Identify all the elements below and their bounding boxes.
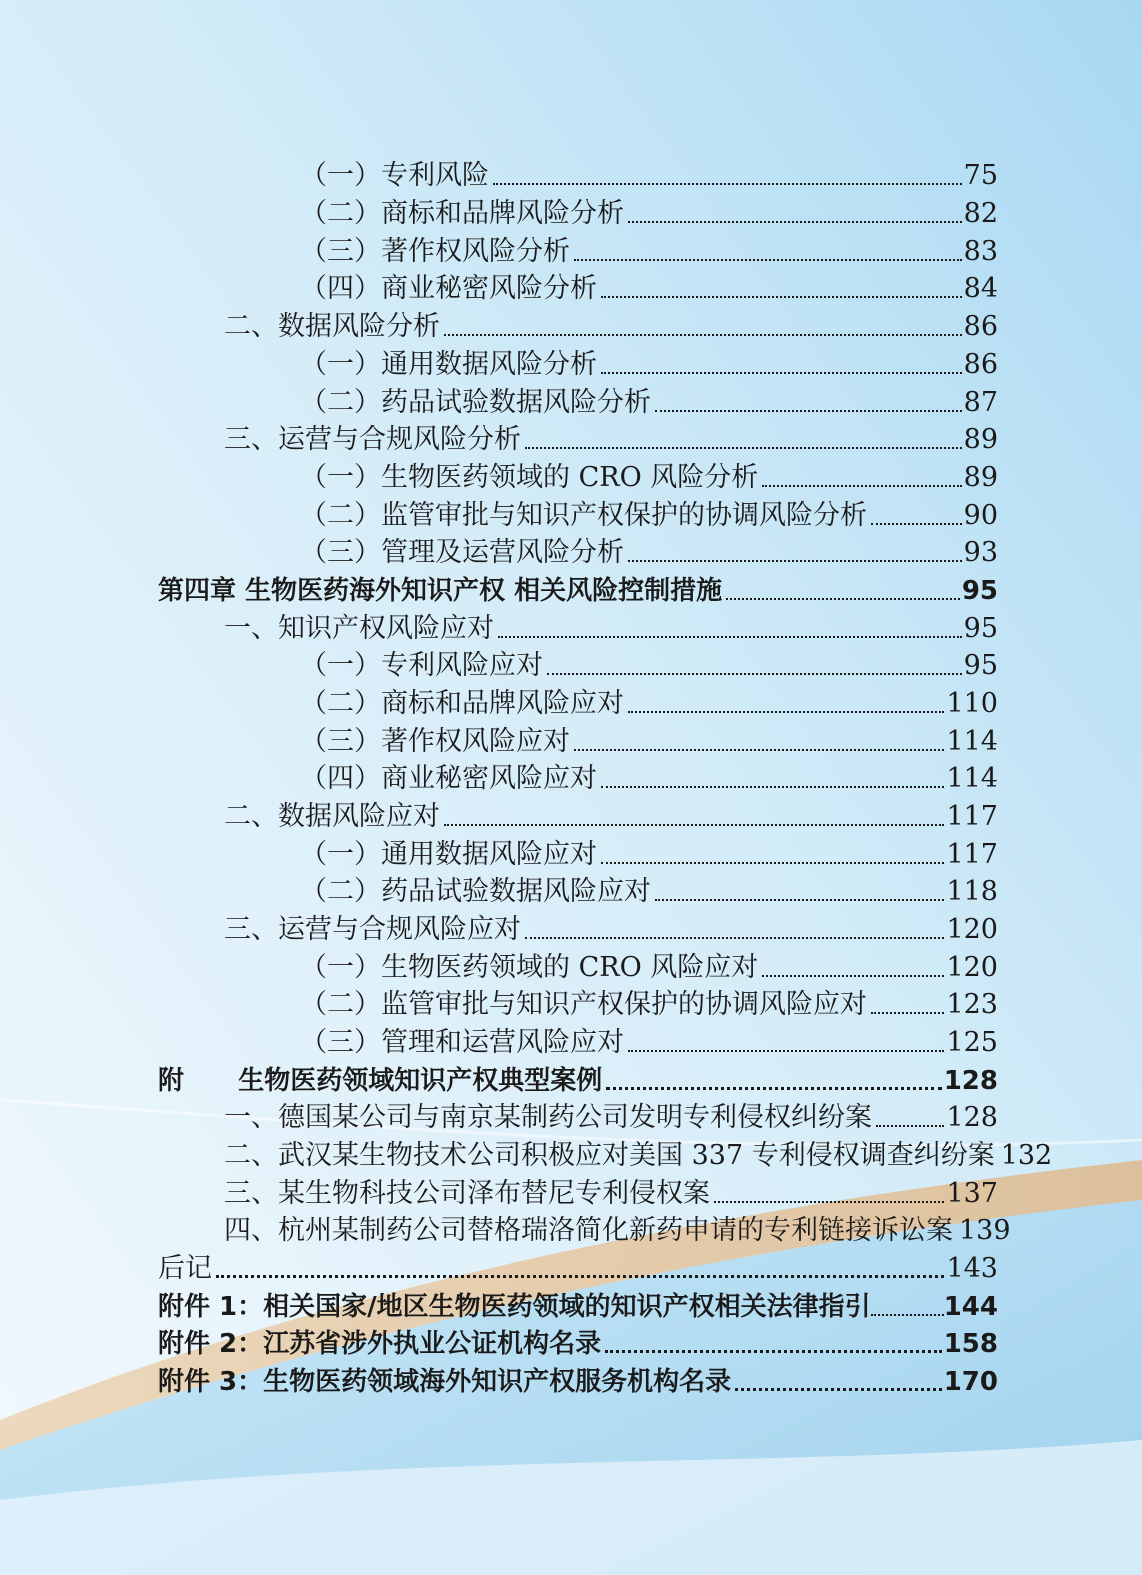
toc-leader	[525, 912, 944, 948]
toc-entry-chapter[interactable]	[158, 573, 998, 609]
toc-entry-title: 后记	[158, 1253, 212, 1284]
toc-entry-page: 86	[963, 311, 998, 342]
toc-leader	[601, 347, 962, 383]
toc-leader	[547, 648, 962, 684]
toc-entry-page: 89	[963, 424, 998, 455]
toc-leader	[655, 385, 962, 421]
toc-entry[interactable]	[224, 1213, 1011, 1249]
toc-entry-title: （三）著作权风险分析	[300, 236, 570, 267]
toc-entry[interactable]	[300, 837, 998, 873]
toc-entry-title: （二）监管审批与知识产权保护的协调风险应对	[300, 989, 867, 1020]
toc-entry-title: 二、武汉某生物技术公司积极应对美国 337 专利侵权调查纠纷案	[224, 1140, 995, 1171]
toc-entry-page: 120	[946, 914, 998, 945]
toc-entry[interactable]	[300, 498, 998, 534]
toc-entry-title: （二）药品试验数据风险应对	[300, 876, 651, 907]
toc-entry-title: （二）监管审批与知识产权保护的协调风险分析	[300, 500, 867, 531]
toc-entry-page: 114	[946, 763, 998, 794]
toc-entry-title: 附件 2：江苏省涉外执业公证机构名录	[158, 1329, 602, 1359]
toc-entry-title: （一）专利风险	[300, 160, 489, 191]
toc-entry[interactable]	[224, 799, 998, 835]
toc-entry-title: （二）商标和品牌风险应对	[300, 688, 624, 719]
toc-entry-page: 82	[963, 198, 998, 229]
toc-entry-title: 附件 3：生物医药领域海外知识产权服务机构名录	[158, 1367, 732, 1397]
toc-entry-title: 二、数据风险应对	[224, 801, 440, 832]
toc-entry-afterword[interactable]	[158, 1251, 998, 1287]
toc-entry-title: （二）药品试验数据风险分析	[300, 387, 651, 418]
toc-entry[interactable]	[300, 196, 998, 232]
toc-entry[interactable]	[224, 1100, 998, 1136]
toc-entry-page: 118	[946, 876, 998, 907]
toc-leader	[871, 987, 944, 1023]
toc-entry-title: 四、杭州某制药公司替格瑞洛简化新药申请的专利链接诉讼案	[224, 1215, 953, 1246]
toc-entry[interactable]	[300, 271, 998, 307]
toc-leader	[601, 271, 962, 307]
toc-entry-title: 三、某生物科技公司泽布替尼专利侵权案	[224, 1178, 710, 1209]
toc-entry-page: 75	[963, 160, 998, 191]
toc-entry-title: 第四章 生物医药海外知识产权 相关风险控制措施	[158, 576, 723, 606]
toc-leader	[574, 724, 944, 760]
toc-entry-page: 95	[961, 576, 998, 606]
toc-entry[interactable]	[300, 347, 998, 383]
toc-entry[interactable]	[224, 611, 998, 647]
toc-leader	[628, 535, 962, 571]
toc-entry-page: 95	[963, 650, 998, 681]
toc-leader	[628, 686, 944, 722]
toc-leader	[216, 1251, 944, 1287]
toc-entry[interactable]	[224, 309, 998, 345]
toc-leader	[628, 196, 962, 232]
toc-entry[interactable]	[300, 874, 998, 910]
toc-entry-page: 114	[946, 726, 998, 757]
toc-entry-annex[interactable]	[158, 1326, 998, 1362]
toc-leader	[525, 422, 962, 458]
toc-leader	[606, 1063, 941, 1099]
toc-entry[interactable]	[300, 724, 998, 760]
toc-leader	[762, 950, 944, 986]
toc-entry-appendix[interactable]	[158, 1063, 998, 1099]
toc-entry-title: （三）著作权风险应对	[300, 726, 570, 757]
toc-entry-title: （一）生物医药领域的 CRO 风险应对	[300, 952, 759, 983]
toc-entry-title: （一）生物医药领域的 CRO 风险分析	[300, 462, 759, 493]
toc-leader	[628, 1025, 944, 1061]
toc-leader	[574, 234, 962, 270]
toc-entry-title: （一）通用数据风险应对	[300, 839, 597, 870]
toc-leader	[444, 799, 944, 835]
toc-entry[interactable]	[300, 987, 998, 1023]
toc-entry-page: 132	[1000, 1140, 1053, 1171]
toc-entry-page: 143	[946, 1253, 998, 1284]
toc-entry-title: （一）通用数据风险分析	[300, 349, 597, 380]
toc-leader	[871, 498, 962, 534]
toc-entry-page: 170	[943, 1367, 998, 1397]
toc-entry-page: 117	[946, 801, 998, 832]
toc-entry-annex[interactable]	[158, 1364, 998, 1400]
toc-entry-page: 117	[946, 839, 998, 870]
toc-entry-page: 139	[959, 1215, 1011, 1246]
toc-entry-page: 128	[946, 1102, 998, 1133]
toc-leader	[876, 1100, 944, 1136]
toc-entry[interactable]	[300, 1025, 998, 1061]
toc-entry[interactable]	[300, 761, 998, 797]
toc-leader	[726, 573, 960, 609]
toc-entry-page: 86	[963, 349, 998, 380]
toc-leader	[762, 460, 961, 496]
toc-entry-title: 三、运营与合规风险应对	[224, 914, 521, 945]
toc-entry-annex[interactable]	[158, 1289, 998, 1325]
toc-entry-page: 110	[946, 688, 998, 719]
toc-entry-title: （二）商标和品牌风险分析	[300, 198, 624, 229]
toc-entry-title: （四）商业秘密风险应对	[300, 763, 597, 794]
toc-entry-title: （三）管理及运营风险分析	[300, 537, 624, 568]
toc-entry[interactable]	[300, 234, 998, 270]
toc-entry-page: 95	[963, 613, 998, 644]
toc-entry-page: 84	[963, 273, 998, 304]
toc-entry[interactable]	[300, 648, 998, 684]
toc-entry-title: 三、运营与合规风险分析	[224, 424, 521, 455]
toc-entry-title: 附 生物医药领域知识产权典型案例	[158, 1066, 603, 1096]
toc-entry-title: 二、数据风险分析	[224, 311, 440, 342]
toc-entry-page: 123	[946, 989, 998, 1020]
toc-leader	[871, 1289, 944, 1325]
toc-leader	[601, 761, 944, 797]
toc-entry[interactable]	[224, 422, 998, 458]
toc-entry-title: （三）管理和运营风险应对	[300, 1027, 624, 1058]
toc-entry[interactable]	[224, 912, 998, 948]
toc-leader	[493, 158, 962, 194]
toc-entry[interactable]	[300, 950, 998, 986]
toc-entry-title: （四）商业秘密风险分析	[300, 273, 597, 304]
toc-leader	[735, 1364, 942, 1400]
toc-entry[interactable]	[300, 385, 998, 421]
toc-entry-page: 137	[946, 1178, 998, 1209]
toc-entry-page: 120	[946, 952, 998, 983]
toc-entry[interactable]	[300, 460, 998, 496]
toc-leader	[601, 837, 944, 873]
toc-entry-title: 一、知识产权风险应对	[224, 613, 494, 644]
toc-leader	[444, 309, 962, 345]
toc-entry-page: 83	[963, 236, 998, 267]
toc-entry-title: 一、德国某公司与南京某制药公司发明专利侵权纠纷案	[224, 1102, 872, 1133]
toc-leader	[655, 874, 944, 910]
toc-entry-title: 附件 1：相关国家/地区生物医药领域的知识产权相关法律指引	[158, 1292, 871, 1322]
toc-entry-page: 93	[963, 537, 998, 568]
toc-entry[interactable]	[224, 1138, 1053, 1174]
toc-entry[interactable]	[300, 686, 998, 722]
toc-leader	[498, 611, 962, 647]
toc-leader	[714, 1176, 944, 1212]
toc-entry-page: 144	[943, 1292, 998, 1322]
toc-leader	[605, 1326, 942, 1362]
toc-entry-page: 125	[946, 1027, 998, 1058]
toc-entry-page: 90	[963, 500, 998, 531]
toc-entry-page: 158	[943, 1329, 998, 1359]
toc-entry-page: 128	[943, 1066, 998, 1096]
toc-entry[interactable]	[300, 535, 998, 571]
toc-entry[interactable]	[224, 1176, 998, 1212]
toc-entry-title: （一）专利风险应对	[300, 650, 543, 681]
toc-entry-page: 89	[963, 462, 998, 493]
toc-entry[interactable]	[300, 158, 998, 194]
toc-entry-page: 87	[963, 387, 998, 418]
